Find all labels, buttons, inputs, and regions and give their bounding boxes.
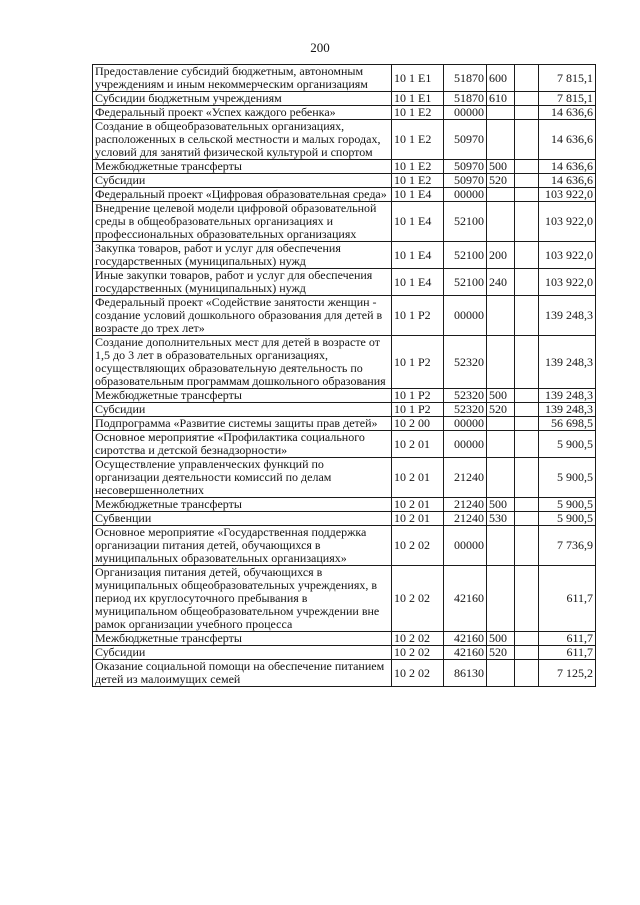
- row-program-code-cell: 10 1 Р2: [392, 389, 444, 403]
- table-row: [93, 526, 596, 566]
- row-program-code-cell: 10 1 Р2: [392, 296, 444, 336]
- row-program-code-cell: 10 2 00: [392, 417, 444, 431]
- row-expense-type-cell: 240: [487, 269, 515, 296]
- row-direction-code-cell: 50970: [444, 120, 487, 160]
- row-program-code-cell: 10 2 02: [392, 660, 444, 687]
- row-name-cell: Основное мероприятие «Профилактика социального сиротства и детской безнадзорности»: [93, 431, 392, 458]
- row-direction-code-cell: 00000: [444, 526, 487, 566]
- row-amount-cell: 7 815,1: [539, 65, 596, 92]
- row-expense-type-cell: 500: [487, 498, 515, 512]
- row-name-cell: Федеральный проект «Успех каждого ребенка»: [93, 106, 392, 120]
- row-name-cell: Подпрограмма «Развитие системы защиты прав детей»: [93, 417, 392, 431]
- row-amount-cell: 103 922,0: [539, 242, 596, 269]
- row-blank-cell: [515, 389, 539, 403]
- table-row: [93, 160, 596, 174]
- table-row: [93, 120, 596, 160]
- row-amount-cell: 14 636,6: [539, 120, 596, 160]
- row-amount-cell: 7 736,9: [539, 526, 596, 566]
- row-blank-cell: [515, 512, 539, 526]
- row-amount-cell: 103 922,0: [539, 188, 596, 202]
- row-blank-cell: [515, 632, 539, 646]
- row-blank-cell: [515, 403, 539, 417]
- row-program-code-cell: 10 1 Р2: [392, 336, 444, 389]
- row-amount-cell: 139 248,3: [539, 336, 596, 389]
- row-direction-code-cell: 21240: [444, 512, 487, 526]
- table-row: [93, 646, 596, 660]
- row-amount-cell: 7 125,2: [539, 660, 596, 687]
- row-direction-code-cell: 51870: [444, 65, 487, 92]
- row-name-cell: Субсидии: [93, 174, 392, 188]
- row-blank-cell: [515, 566, 539, 632]
- row-name-cell: Организация питания детей, обучающихся в муниципальных общеобразовательных учреждениях, в период их круглосуточного пребывания в муниципальном общеобразовательном учреждении вне рамок организации учебного процесса: [93, 566, 392, 632]
- row-direction-code-cell: 21240: [444, 498, 487, 512]
- row-blank-cell: [515, 65, 539, 92]
- row-name-cell: Федеральный проект «Содействие занятости женщин - создание условий дошкольного образования для детей в возрасте до трех лет»: [93, 296, 392, 336]
- row-name-cell: Федеральный проект «Цифровая образовательная среда»: [93, 188, 392, 202]
- row-name-cell: Субвенции: [93, 512, 392, 526]
- row-direction-code-cell: 51870: [444, 92, 487, 106]
- row-name-cell: Межбюджетные трансферты: [93, 498, 392, 512]
- row-program-code-cell: 10 1 Е2: [392, 106, 444, 120]
- row-expense-type-cell: [487, 660, 515, 687]
- row-name-cell: Предоставление субсидий бюджетным, автономным учреждениям и иным некоммерческим организациям: [93, 65, 392, 92]
- row-expense-type-cell: 500: [487, 389, 515, 403]
- row-name-cell: Межбюджетные трансферты: [93, 160, 392, 174]
- row-blank-cell: [515, 498, 539, 512]
- row-expense-type-cell: 500: [487, 160, 515, 174]
- row-program-code-cell: 10 1 Е1: [392, 65, 444, 92]
- row-expense-type-cell: 610: [487, 92, 515, 106]
- row-program-code-cell: 10 1 Е4: [392, 242, 444, 269]
- row-direction-code-cell: 42160: [444, 632, 487, 646]
- row-amount-cell: 56 698,5: [539, 417, 596, 431]
- row-program-code-cell: 10 1 Е4: [392, 269, 444, 296]
- row-expense-type-cell: 520: [487, 646, 515, 660]
- row-amount-cell: 139 248,3: [539, 389, 596, 403]
- table-row: [93, 202, 596, 242]
- row-blank-cell: [515, 646, 539, 660]
- table-row: [93, 106, 596, 120]
- table-row: [93, 660, 596, 687]
- table-row: [93, 65, 596, 92]
- row-direction-code-cell: 50970: [444, 174, 487, 188]
- row-name-cell: Иные закупки товаров, работ и услуг для обеспечения государственных (муниципальных) нужд: [93, 269, 392, 296]
- table-row: [93, 498, 596, 512]
- row-expense-type-cell: 520: [487, 403, 515, 417]
- row-program-code-cell: 10 2 01: [392, 498, 444, 512]
- row-amount-cell: 611,7: [539, 646, 596, 660]
- row-direction-code-cell: 52100: [444, 242, 487, 269]
- row-name-cell: Субсидии бюджетным учреждениям: [93, 92, 392, 106]
- row-blank-cell: [515, 526, 539, 566]
- row-program-code-cell: 10 1 Е4: [392, 188, 444, 202]
- row-name-cell: Основное мероприятие «Государственная поддержка организации питания детей, обучающихся в муниципальных образовательных организациях»: [93, 526, 392, 566]
- row-blank-cell: [515, 660, 539, 687]
- row-expense-type-cell: [487, 417, 515, 431]
- row-name-cell: Внедрение целевой модели цифровой образовательной среды в общеобразовательных организациях и профессиональных образовательных организациях: [93, 202, 392, 242]
- table-row: [93, 336, 596, 389]
- row-name-cell: Межбюджетные трансферты: [93, 389, 392, 403]
- row-amount-cell: 5 900,5: [539, 512, 596, 526]
- row-blank-cell: [515, 174, 539, 188]
- row-blank-cell: [515, 242, 539, 269]
- row-name-cell: Закупка товаров, работ и услуг для обеспечения государственных (муниципальных) нужд: [93, 242, 392, 269]
- row-expense-type-cell: 530: [487, 512, 515, 526]
- table-row: [93, 566, 596, 632]
- row-direction-code-cell: 21240: [444, 458, 487, 498]
- row-blank-cell: [515, 120, 539, 160]
- row-blank-cell: [515, 160, 539, 174]
- table-row: [93, 174, 596, 188]
- row-blank-cell: [515, 106, 539, 120]
- row-amount-cell: 7 815,1: [539, 92, 596, 106]
- row-expense-type-cell: [487, 188, 515, 202]
- row-direction-code-cell: 00000: [444, 106, 487, 120]
- row-expense-type-cell: 520: [487, 174, 515, 188]
- row-direction-code-cell: 00000: [444, 188, 487, 202]
- row-direction-code-cell: 50970: [444, 160, 487, 174]
- row-blank-cell: [515, 458, 539, 498]
- row-amount-cell: 139 248,3: [539, 403, 596, 417]
- row-direction-code-cell: 42160: [444, 646, 487, 660]
- row-direction-code-cell: 00000: [444, 296, 487, 336]
- row-amount-cell: 103 922,0: [539, 269, 596, 296]
- row-direction-code-cell: 52100: [444, 269, 487, 296]
- table-row: [93, 92, 596, 106]
- row-amount-cell: 611,7: [539, 632, 596, 646]
- row-blank-cell: [515, 188, 539, 202]
- row-program-code-cell: 10 2 01: [392, 431, 444, 458]
- row-program-code-cell: 10 1 Е2: [392, 174, 444, 188]
- row-blank-cell: [515, 269, 539, 296]
- row-expense-type-cell: [487, 296, 515, 336]
- table-row: [93, 417, 596, 431]
- row-program-code-cell: 10 1 Е2: [392, 160, 444, 174]
- row-name-cell: Осуществление управленческих функций по организации деятельности комиссий по делам несовершеннолетних: [93, 458, 392, 498]
- row-program-code-cell: 10 2 01: [392, 512, 444, 526]
- row-name-cell: Межбюджетные трансферты: [93, 632, 392, 646]
- table-row: [93, 242, 596, 269]
- row-direction-code-cell: 86130: [444, 660, 487, 687]
- row-expense-type-cell: 500: [487, 632, 515, 646]
- row-name-cell: Создание дополнительных мест для детей в возрасте от 1,5 до 3 лет в образовательных организациях, осуществляющих образовательную деятельность по образовательным программам дошкольного образования: [93, 336, 392, 389]
- row-expense-type-cell: [487, 526, 515, 566]
- row-direction-code-cell: 52320: [444, 336, 487, 389]
- row-name-cell: Оказание социальной помощи на обеспечение питанием детей из малоимущих семей: [93, 660, 392, 687]
- row-direction-code-cell: 42160: [444, 566, 487, 632]
- row-blank-cell: [515, 92, 539, 106]
- table-row: [93, 403, 596, 417]
- table-row: [93, 188, 596, 202]
- row-direction-code-cell: 52320: [444, 389, 487, 403]
- row-direction-code-cell: 52100: [444, 202, 487, 242]
- row-amount-cell: 611,7: [539, 566, 596, 632]
- row-expense-type-cell: [487, 336, 515, 389]
- row-blank-cell: [515, 431, 539, 458]
- row-expense-type-cell: 600: [487, 65, 515, 92]
- table-row: [93, 632, 596, 646]
- row-name-cell: Создание в общеобразовательных организациях, расположенных в сельской местности и малых городах, условий для занятий физической культурой и спортом: [93, 120, 392, 160]
- row-blank-cell: [515, 417, 539, 431]
- row-amount-cell: 103 922,0: [539, 202, 596, 242]
- row-name-cell: Субсидии: [93, 403, 392, 417]
- row-program-code-cell: 10 1 Е4: [392, 202, 444, 242]
- row-direction-code-cell: 00000: [444, 431, 487, 458]
- budget-table: [92, 64, 596, 687]
- row-amount-cell: 5 900,5: [539, 458, 596, 498]
- row-expense-type-cell: [487, 431, 515, 458]
- row-program-code-cell: 10 2 02: [392, 646, 444, 660]
- row-expense-type-cell: [487, 458, 515, 498]
- row-blank-cell: [515, 336, 539, 389]
- row-expense-type-cell: [487, 106, 515, 120]
- table-row: [93, 269, 596, 296]
- row-blank-cell: [515, 296, 539, 336]
- row-amount-cell: 5 900,5: [539, 498, 596, 512]
- row-amount-cell: 14 636,6: [539, 174, 596, 188]
- row-expense-type-cell: 200: [487, 242, 515, 269]
- row-expense-type-cell: [487, 566, 515, 632]
- row-program-code-cell: 10 2 02: [392, 566, 444, 632]
- row-program-code-cell: 10 1 Е1: [392, 92, 444, 106]
- row-expense-type-cell: [487, 202, 515, 242]
- row-program-code-cell: 10 2 01: [392, 458, 444, 498]
- table-row: [93, 389, 596, 403]
- row-blank-cell: [515, 202, 539, 242]
- row-program-code-cell: 10 2 02: [392, 632, 444, 646]
- row-amount-cell: 139 248,3: [539, 296, 596, 336]
- row-name-cell: Субсидии: [93, 646, 392, 660]
- table-row: [93, 512, 596, 526]
- row-program-code-cell: 10 2 02: [392, 526, 444, 566]
- row-amount-cell: 14 636,6: [539, 160, 596, 174]
- row-amount-cell: 5 900,5: [539, 431, 596, 458]
- row-direction-code-cell: 52320: [444, 403, 487, 417]
- row-amount-cell: 14 636,6: [539, 106, 596, 120]
- table-row: [93, 458, 596, 498]
- row-program-code-cell: 10 1 Е2: [392, 120, 444, 160]
- row-direction-code-cell: 00000: [444, 417, 487, 431]
- budget-table-body: [93, 65, 596, 687]
- row-program-code-cell: 10 1 Р2: [392, 403, 444, 417]
- page-number: 200: [310, 40, 330, 55]
- table-row: [93, 431, 596, 458]
- row-expense-type-cell: [487, 120, 515, 160]
- table-row: [93, 296, 596, 336]
